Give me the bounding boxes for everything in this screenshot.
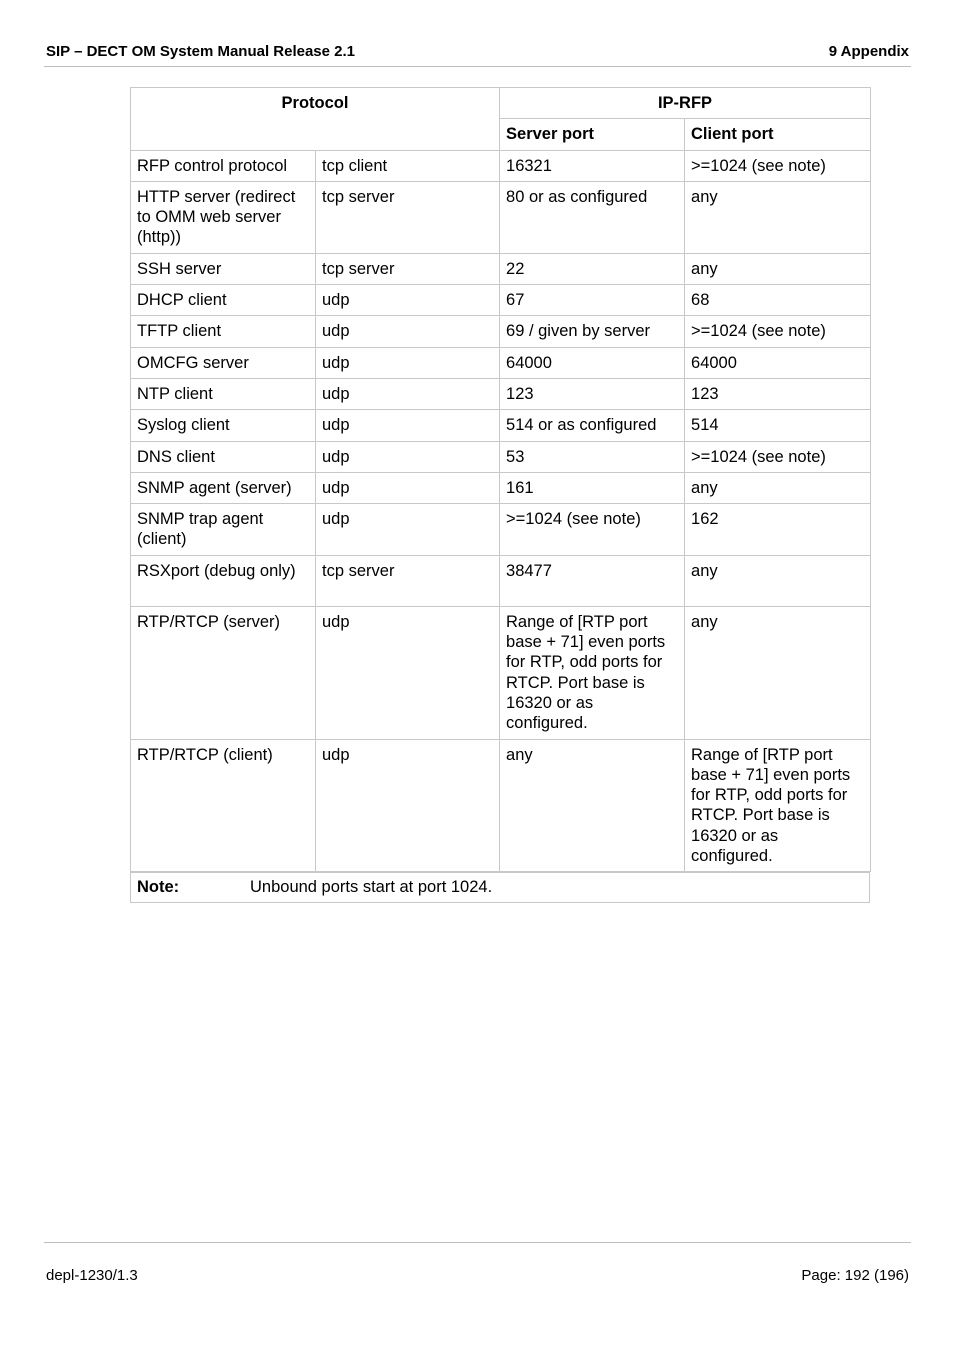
page-header xyxy=(44,40,911,67)
server-port-header: Server port xyxy=(500,119,685,150)
protocol-name-cell: SSH server xyxy=(131,253,316,284)
server-port-cell: 16321 xyxy=(500,150,685,181)
table-row xyxy=(131,316,871,347)
transport-cell: udp xyxy=(316,504,500,556)
client-port-cell: 162 xyxy=(685,504,871,556)
transport-cell: tcp server xyxy=(316,181,500,253)
server-port-cell: 53 xyxy=(500,441,685,472)
transport-cell: udp xyxy=(316,316,500,347)
note-box xyxy=(130,872,870,903)
transport-cell: tcp server xyxy=(316,253,500,284)
client-port-cell: any xyxy=(685,181,871,253)
transport-cell: tcp server xyxy=(316,555,500,606)
server-port-cell: 80 or as configured xyxy=(500,181,685,253)
server-port-cell: 123 xyxy=(500,378,685,409)
server-port-cell: 161 xyxy=(500,472,685,503)
client-port-cell: >=1024 (see note) xyxy=(685,441,871,472)
client-port-cell: 64000 xyxy=(685,347,871,378)
table-row xyxy=(131,555,871,606)
protocol-name-cell: TFTP client xyxy=(131,316,316,347)
client-port-cell: any xyxy=(685,472,871,503)
server-port-cell: 67 xyxy=(500,285,685,316)
table-row xyxy=(131,285,871,316)
server-port-cell: any xyxy=(500,739,685,872)
table-row xyxy=(131,347,871,378)
client-port-cell: any xyxy=(685,555,871,606)
client-port-cell: 123 xyxy=(685,378,871,409)
client-port-cell: 68 xyxy=(685,285,871,316)
transport-cell: udp xyxy=(316,347,500,378)
client-port-header: Client port xyxy=(685,119,871,150)
note-label: Note: xyxy=(137,878,180,896)
protocol-name-cell: RFP control protocol xyxy=(131,150,316,181)
port-table xyxy=(130,87,871,872)
transport-cell: udp xyxy=(316,472,500,503)
server-port-cell: >=1024 (see note) xyxy=(500,504,685,556)
server-port-cell: 38477 xyxy=(500,555,685,606)
document-id: depl-1230/1.3 xyxy=(46,1267,138,1284)
page-number: Page: 192 (196) xyxy=(801,1267,909,1284)
protocol-name-cell: SNMP agent (server) xyxy=(131,472,316,503)
server-port-cell: 69 / given by server xyxy=(500,316,685,347)
table-row xyxy=(131,739,871,872)
client-port-cell: 514 xyxy=(685,410,871,441)
protocol-name-cell: NTP client xyxy=(131,378,316,409)
server-port-cell: 64000 xyxy=(500,347,685,378)
table-row xyxy=(131,378,871,409)
protocol-name-cell: OMCFG server xyxy=(131,347,316,378)
server-port-cell: 514 or as configured xyxy=(500,410,685,441)
protocol-name-cell: DHCP client xyxy=(131,285,316,316)
table-row xyxy=(131,606,871,739)
document-title: SIP – DECT OM System Manual Release 2.1 xyxy=(46,43,356,60)
table-row xyxy=(131,441,871,472)
client-port-cell: any xyxy=(685,606,871,739)
transport-cell: tcp client xyxy=(316,150,500,181)
server-port-cell: Range of [RTP port base + 71] even ports for RTP, odd ports for RTCP. Port base is 16320 or as configured. xyxy=(500,606,685,739)
table-row xyxy=(131,504,871,556)
transport-cell: udp xyxy=(316,441,500,472)
protocol-header: Protocol xyxy=(131,88,500,151)
transport-cell: udp xyxy=(316,410,500,441)
transport-cell: udp xyxy=(316,606,500,739)
protocol-name-cell: RSXport (debug only) xyxy=(131,555,316,606)
table-row xyxy=(131,253,871,284)
page-footer xyxy=(44,1242,911,1284)
protocol-name-cell: SNMP trap agent (client) xyxy=(131,504,316,556)
section-title: 9 Appendix xyxy=(828,43,909,60)
client-port-cell: any xyxy=(685,253,871,284)
client-port-cell: Range of [RTP port base + 71] even ports for RTP, odd ports for RTCP. Port base is 16320 or as configured. xyxy=(685,739,871,872)
protocol-name-cell: Syslog client xyxy=(131,410,316,441)
client-port-cell: >=1024 (see note) xyxy=(685,150,871,181)
iprfp-header: IP-RFP xyxy=(500,88,871,119)
protocol-name-cell: HTTP server (redirect to OMM web server (http)) xyxy=(131,181,316,253)
table-row xyxy=(131,472,871,503)
note-text: Unbound ports start at port 1024. xyxy=(250,878,493,896)
transport-cell: udp xyxy=(316,285,500,316)
server-port-cell: 22 xyxy=(500,253,685,284)
protocol-name-cell: DNS client xyxy=(131,441,316,472)
protocol-name-cell: RTP/RTCP (client) xyxy=(131,739,316,872)
transport-cell: udp xyxy=(316,378,500,409)
protocol-name-cell: RTP/RTCP (server) xyxy=(131,606,316,739)
client-port-cell: >=1024 (see note) xyxy=(685,316,871,347)
table-row xyxy=(131,150,871,181)
table-row xyxy=(131,181,871,253)
transport-cell: udp xyxy=(316,739,500,872)
table-row xyxy=(131,410,871,441)
